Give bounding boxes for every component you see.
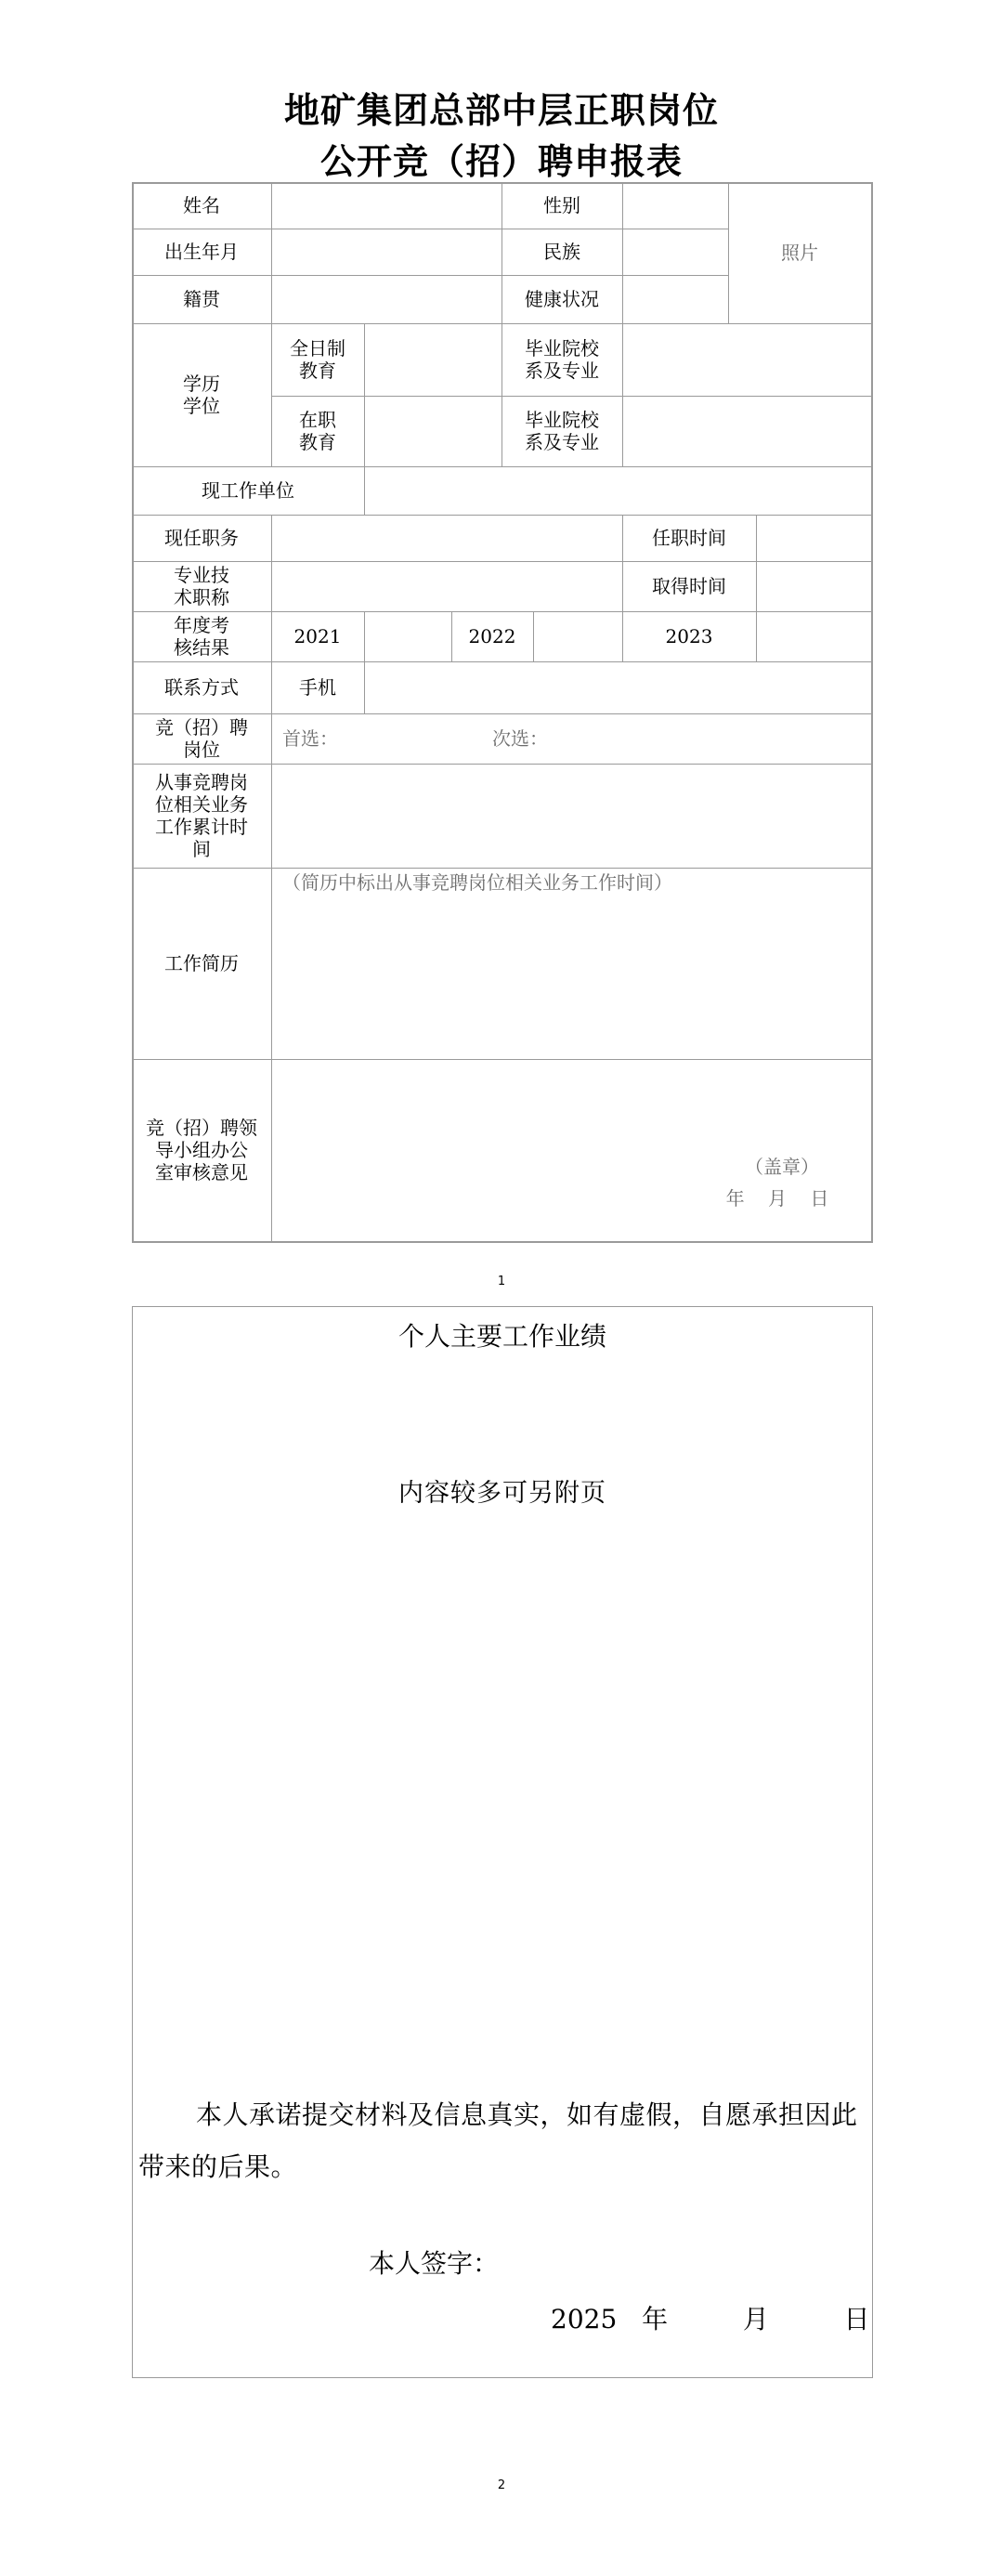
signature-label: 本人签字：: [369, 2248, 500, 2279]
second-choice-label: 次选：: [492, 727, 548, 750]
position-label: 竞（招）聘 岗位: [155, 716, 248, 761]
name-label: 姓名: [183, 194, 220, 216]
inservice-school-label: 毕业院校 系及专业: [525, 409, 599, 453]
resume-label: 工作简历: [164, 952, 239, 974]
pledge-text: 本人承诺提交材料及信息真实，如有虚假，自愿承担因此带来的后果。: [138, 2099, 858, 2182]
resume-hint: （简历中标出从事竞聘岗位相关业务工作时间）: [282, 871, 672, 894]
form-title-line1: 地矿集团总部中层正职岗位: [283, 89, 719, 131]
current-post-label: 现任职务: [164, 527, 239, 549]
form-title-line2: 公开竞（招）聘申报表: [319, 140, 683, 182]
inservice-education-label: 在职 教育: [299, 409, 336, 453]
health-label: 健康状况: [525, 288, 599, 310]
year-2021: 2021: [293, 625, 342, 647]
achievements-page: [132, 1306, 873, 2378]
current-unit-label: 现工作单位: [202, 479, 294, 502]
page-number-1: 1: [497, 1275, 506, 1288]
year-2022: 2022: [468, 625, 516, 647]
native-place-label: 籍贯: [183, 288, 220, 310]
first-choice-label: 首选：: [282, 727, 338, 750]
related-work-time-label: 从事竞聘岗 位相关业务 工作累计时 间: [155, 771, 248, 860]
fulltime-education-label: 全日制 教育: [290, 337, 345, 382]
phone-label: 手机: [299, 676, 336, 699]
ethnicity-label: 民族: [543, 241, 580, 263]
birth-label: 出生年月: [164, 241, 239, 263]
pledge-date: 2025 年 月 日: [551, 2304, 870, 2334]
gender-label: 性别: [543, 194, 580, 216]
post-time-label: 任职时间: [652, 527, 726, 549]
education-label: 学历 学位: [183, 373, 220, 417]
obtain-time-label: 取得时间: [652, 575, 726, 597]
year-2023: 2023: [665, 625, 713, 647]
photo-label: 照片: [781, 242, 818, 264]
fulltime-school-label: 毕业院校 系及专业: [525, 337, 599, 382]
application-form: [132, 182, 873, 1243]
achievements-title: 个人主要工作业绩: [397, 1321, 606, 1352]
seal-label: （盖章）: [745, 1156, 819, 1178]
attachment-note: 内容较多可另附页: [398, 1479, 606, 1508]
review-date-blank: 年 月 日: [725, 1187, 829, 1210]
contact-label: 联系方式: [164, 676, 239, 699]
page-number-2: 2: [497, 2478, 506, 2492]
professional-title-label: 专业技 术职称: [174, 564, 229, 608]
review-opinion-label: 竞（招）聘领 导小组办公 室审核意见: [146, 1117, 257, 1183]
assessment-label: 年度考 核结果: [174, 614, 229, 659]
